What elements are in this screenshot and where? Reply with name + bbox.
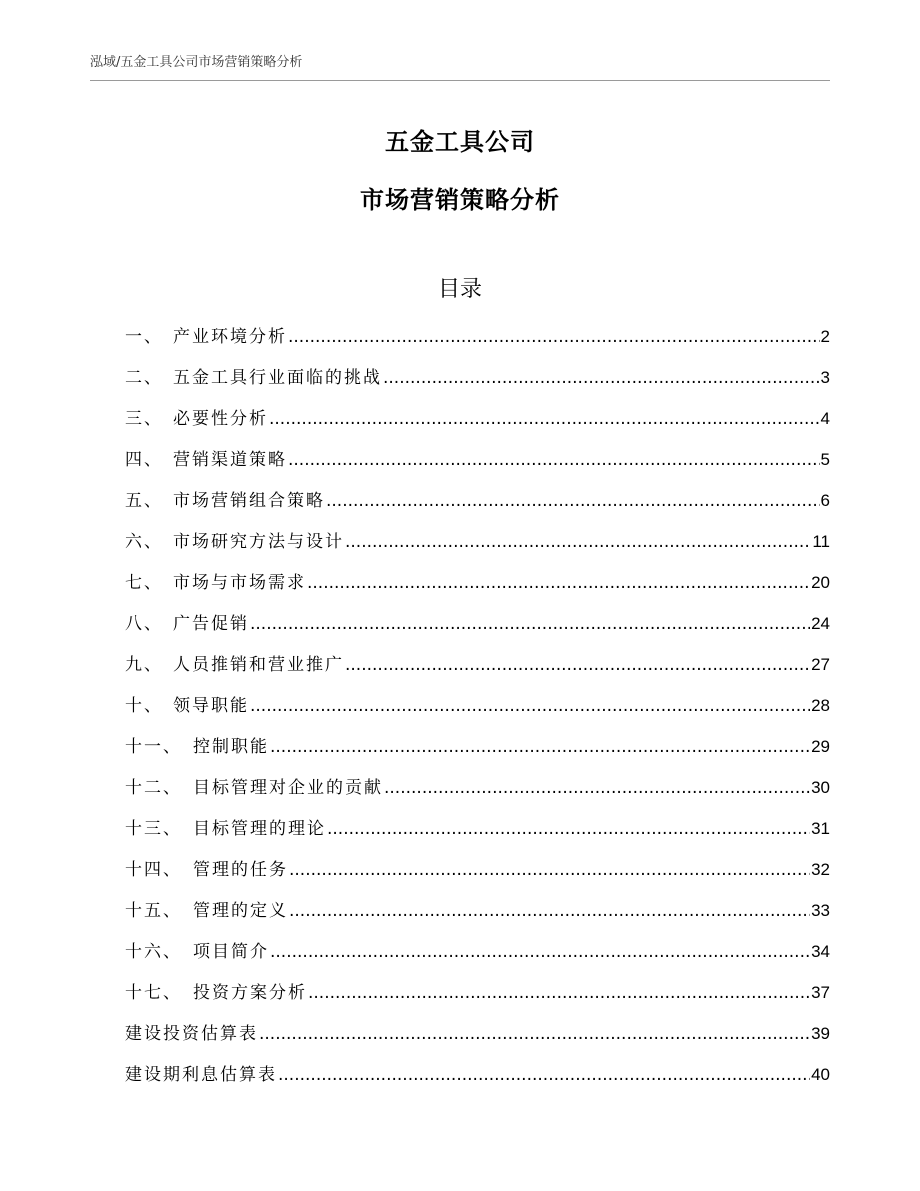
toc-entry-title: 广告促销 (173, 614, 249, 634)
toc-entry[interactable] (125, 484, 830, 525)
toc-entry-page: 3 (820, 368, 830, 387)
toc-entry-title: 产业环境分析 (173, 327, 287, 347)
toc-leader-dots (383, 361, 820, 395)
page-header (90, 54, 830, 81)
toc-entry[interactable] (125, 689, 830, 730)
toc-entry-page: 11 (812, 532, 830, 551)
toc-entry[interactable] (125, 771, 830, 812)
toc-entry-title: 建设投资估算表 (125, 1024, 258, 1044)
toc-entry-number: 二、 (125, 368, 163, 388)
toc-leader-dots (384, 771, 810, 805)
toc-leader-dots (259, 1017, 810, 1051)
toc-entry[interactable] (125, 320, 830, 361)
toc-entry-page: 5 (820, 450, 830, 469)
toc-entry-title: 项目简介 (193, 942, 269, 962)
toc-leader-dots (288, 443, 820, 477)
toc-entry[interactable] (125, 443, 830, 484)
toc-entry-title: 控制职能 (193, 737, 269, 757)
toc-leader-dots (289, 894, 810, 928)
toc-heading: 目录 (437, 277, 482, 302)
toc-entry-number: 六、 (125, 532, 163, 552)
toc-entry-number: 十二、 (125, 778, 182, 798)
header-text: 泓域/五金工具公司市场营销策略分析 (90, 55, 303, 70)
toc-entry-number: 五、 (125, 491, 163, 511)
toc-leader-dots (269, 402, 820, 436)
toc-entry[interactable] (125, 935, 830, 976)
toc-entry-title: 目标管理对企业的贡献 (193, 778, 383, 798)
toc-entry-title: 市场与市场需求 (173, 573, 306, 593)
toc-entry-title: 必要性分析 (173, 409, 268, 429)
toc-leader-dots (307, 566, 810, 600)
toc-entry[interactable] (125, 1058, 830, 1099)
toc-entry-number: 十、 (125, 696, 163, 716)
toc-entry-number: 十五、 (125, 901, 182, 921)
toc-entry[interactable] (125, 525, 830, 566)
toc-entry[interactable] (125, 566, 830, 607)
toc-entry-number: 十七、 (125, 983, 182, 1003)
toc-entry-page: 28 (811, 696, 830, 715)
toc-entry-page: 2 (820, 327, 830, 346)
toc-entry-page: 37 (811, 983, 830, 1002)
toc-entry-page: 39 (811, 1024, 830, 1043)
toc-entry-number: 十六、 (125, 942, 182, 962)
toc-entry-page: 34 (811, 942, 830, 961)
table-of-contents (125, 320, 830, 1099)
toc-entry[interactable] (125, 402, 830, 443)
toc-entry-page: 29 (811, 737, 830, 756)
toc-leader-dots (288, 320, 820, 354)
toc-entry-title: 营销渠道策略 (173, 450, 287, 470)
toc-entry[interactable] (125, 607, 830, 648)
toc-entry-title: 建设期利息估算表 (125, 1065, 277, 1085)
toc-entry-title: 目标管理的理论 (193, 819, 326, 839)
toc-entry-number: 七、 (125, 573, 163, 593)
toc-entry[interactable] (125, 976, 830, 1017)
toc-entry-number: 四、 (125, 450, 163, 470)
toc-entry-page: 4 (820, 409, 830, 428)
toc-entry-page: 32 (811, 860, 830, 879)
toc-entry-number: 九、 (125, 655, 163, 675)
toc-entry[interactable] (125, 894, 830, 935)
toc-entry[interactable] (125, 1017, 830, 1058)
toc-entry-title: 人员推销和营业推广 (173, 655, 344, 675)
toc-entry-page: 6 (820, 491, 830, 510)
toc-entry-title: 领导职能 (173, 696, 249, 716)
toc-leader-dots (250, 607, 810, 641)
toc-entry-title: 投资方案分析 (193, 983, 307, 1003)
toc-entry[interactable] (125, 853, 830, 894)
toc-leader-dots (327, 812, 810, 846)
toc-entry-title: 管理的定义 (193, 901, 288, 921)
toc-entry-title: 市场研究方法与设计 (173, 532, 344, 552)
toc-leader-dots (278, 1058, 810, 1092)
toc-entry-page: 24 (811, 614, 830, 633)
toc-entry-page: 33 (811, 901, 830, 920)
toc-entry-title: 市场营销组合策略 (173, 491, 325, 511)
toc-entry-number: 十四、 (125, 860, 182, 880)
toc-entry[interactable] (125, 648, 830, 689)
toc-entry-number: 一、 (125, 327, 163, 347)
document-subtitle: 市场营销策略分析 (360, 186, 560, 214)
toc-leader-dots (345, 648, 810, 682)
document-title: 五金工具公司 (385, 128, 535, 156)
toc-entry-page: 27 (811, 655, 830, 674)
toc-entry-title: 管理的任务 (193, 860, 288, 880)
toc-entry-number: 十三、 (125, 819, 182, 839)
toc-entry-number: 八、 (125, 614, 163, 634)
toc-leader-dots (270, 935, 810, 969)
toc-leader-dots (270, 730, 810, 764)
toc-entry-page: 20 (811, 573, 830, 592)
toc-entry-title: 五金工具行业面临的挑战 (173, 368, 382, 388)
toc-entry-page: 30 (811, 778, 830, 797)
toc-entry-number: 十一、 (125, 737, 182, 757)
toc-entry[interactable] (125, 361, 830, 402)
toc-leader-dots (345, 525, 811, 559)
toc-entry[interactable] (125, 730, 830, 771)
toc-entry-number: 三、 (125, 409, 163, 429)
toc-leader-dots (289, 853, 810, 887)
toc-entry-page: 40 (811, 1065, 830, 1084)
toc-entry-page: 31 (811, 819, 830, 838)
toc-leader-dots (308, 976, 810, 1010)
toc-leader-dots (250, 689, 810, 723)
toc-leader-dots (326, 484, 820, 518)
toc-entry[interactable] (125, 812, 830, 853)
